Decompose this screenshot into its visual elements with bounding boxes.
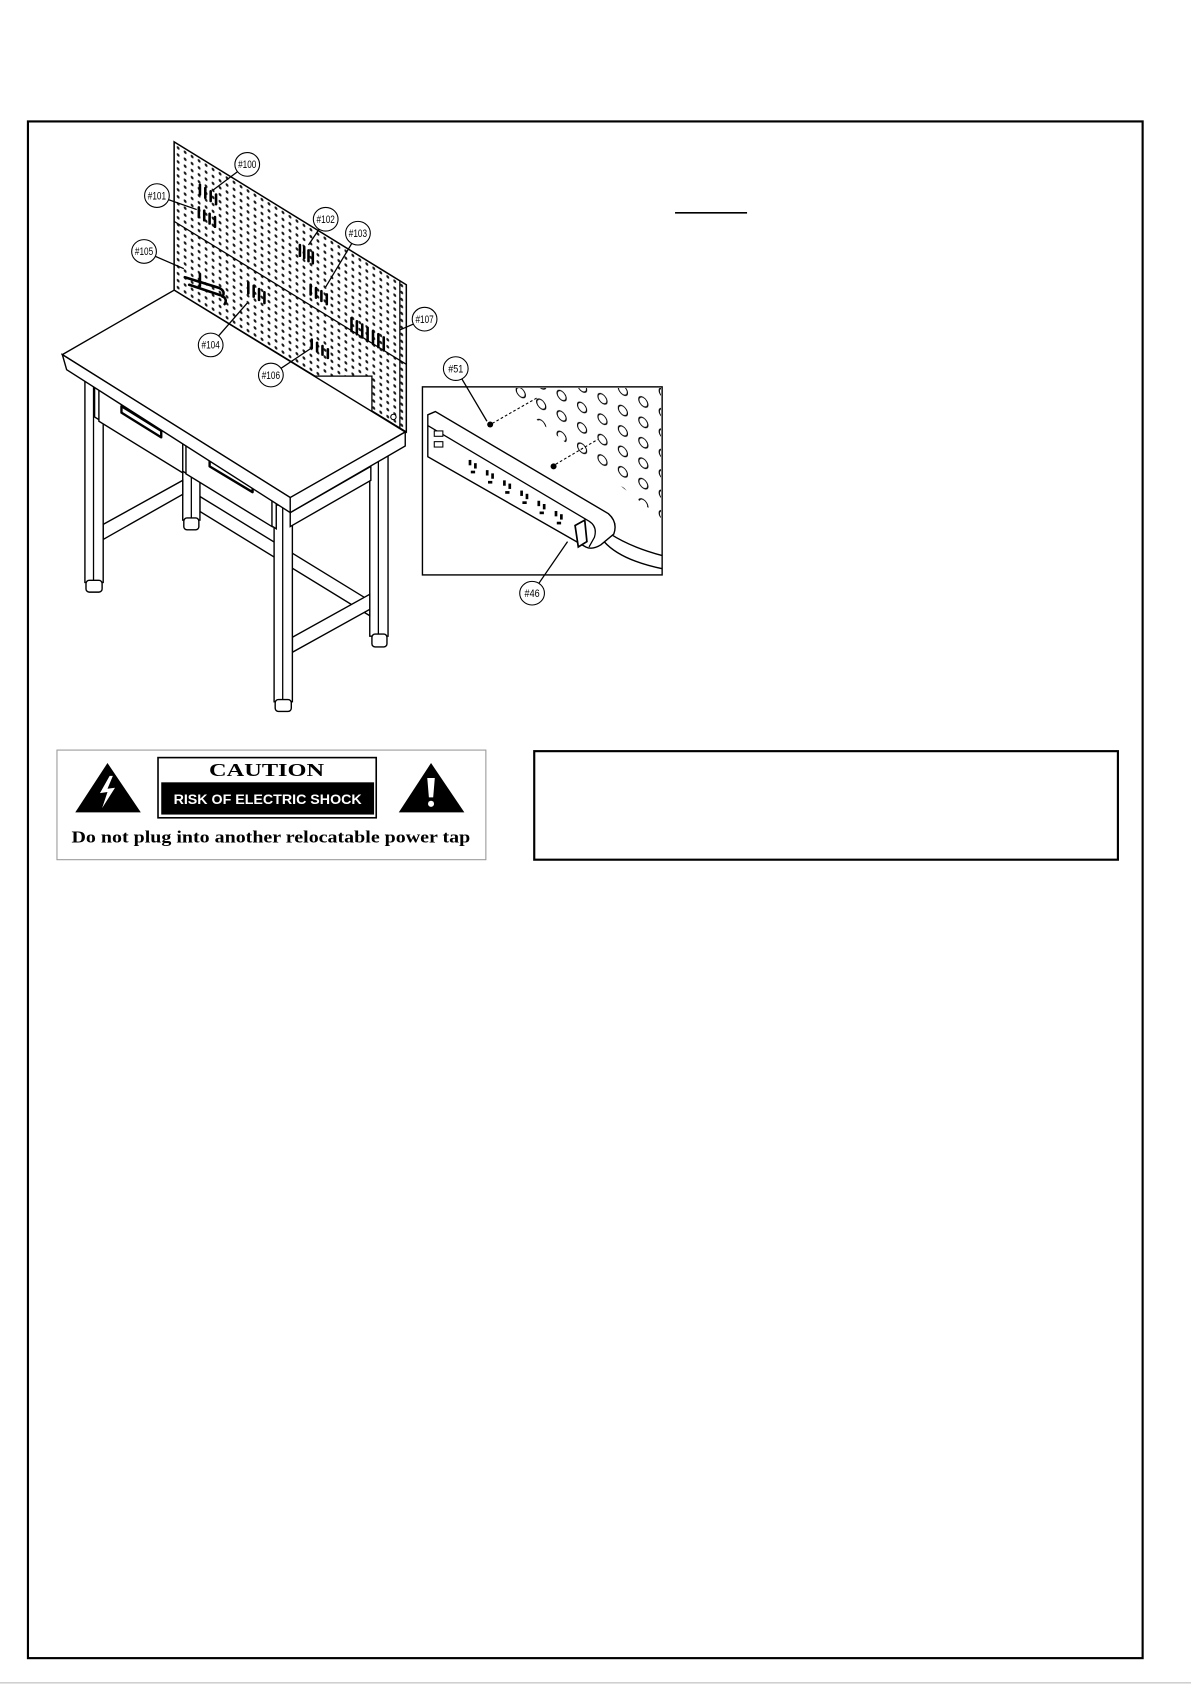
usb-port	[434, 442, 443, 447]
caution-header-box	[158, 758, 376, 818]
power-switch	[575, 520, 587, 547]
callout-label: #46	[524, 587, 540, 600]
front-right-leg	[274, 505, 292, 711]
callout-label: #105	[134, 246, 154, 259]
callout-label: #104	[201, 339, 220, 352]
caution-warning-text: RISK OF ELECTRIC SHOCK	[173, 791, 363, 807]
leveling-foot	[184, 518, 199, 530]
callout-label: #107	[415, 313, 434, 326]
leveling-foot	[86, 580, 102, 592]
leveling-foot	[275, 700, 291, 712]
callout-label: #51	[448, 363, 464, 376]
pegboard-screw	[391, 414, 396, 419]
caution-instruction: Do not plug into another relocatable power tap	[71, 827, 471, 847]
right-side-stretcher	[292, 594, 369, 652]
workbench-drawing	[62, 142, 437, 712]
power-strip-detail-view	[422, 357, 666, 605]
notice-box	[534, 751, 1118, 860]
leveling-foot	[372, 634, 387, 647]
callout-label: #106	[261, 369, 281, 382]
callout-label: #100	[238, 159, 257, 172]
usb-port	[434, 431, 443, 436]
callout-label: #102	[316, 213, 335, 226]
caution-title: CAUTION	[209, 759, 325, 780]
callout-label: #103	[348, 227, 368, 240]
caution-label	[57, 750, 486, 860]
back-right-leg	[370, 443, 388, 647]
callout-label: #101	[147, 190, 167, 203]
left-side-stretcher	[103, 480, 183, 539]
